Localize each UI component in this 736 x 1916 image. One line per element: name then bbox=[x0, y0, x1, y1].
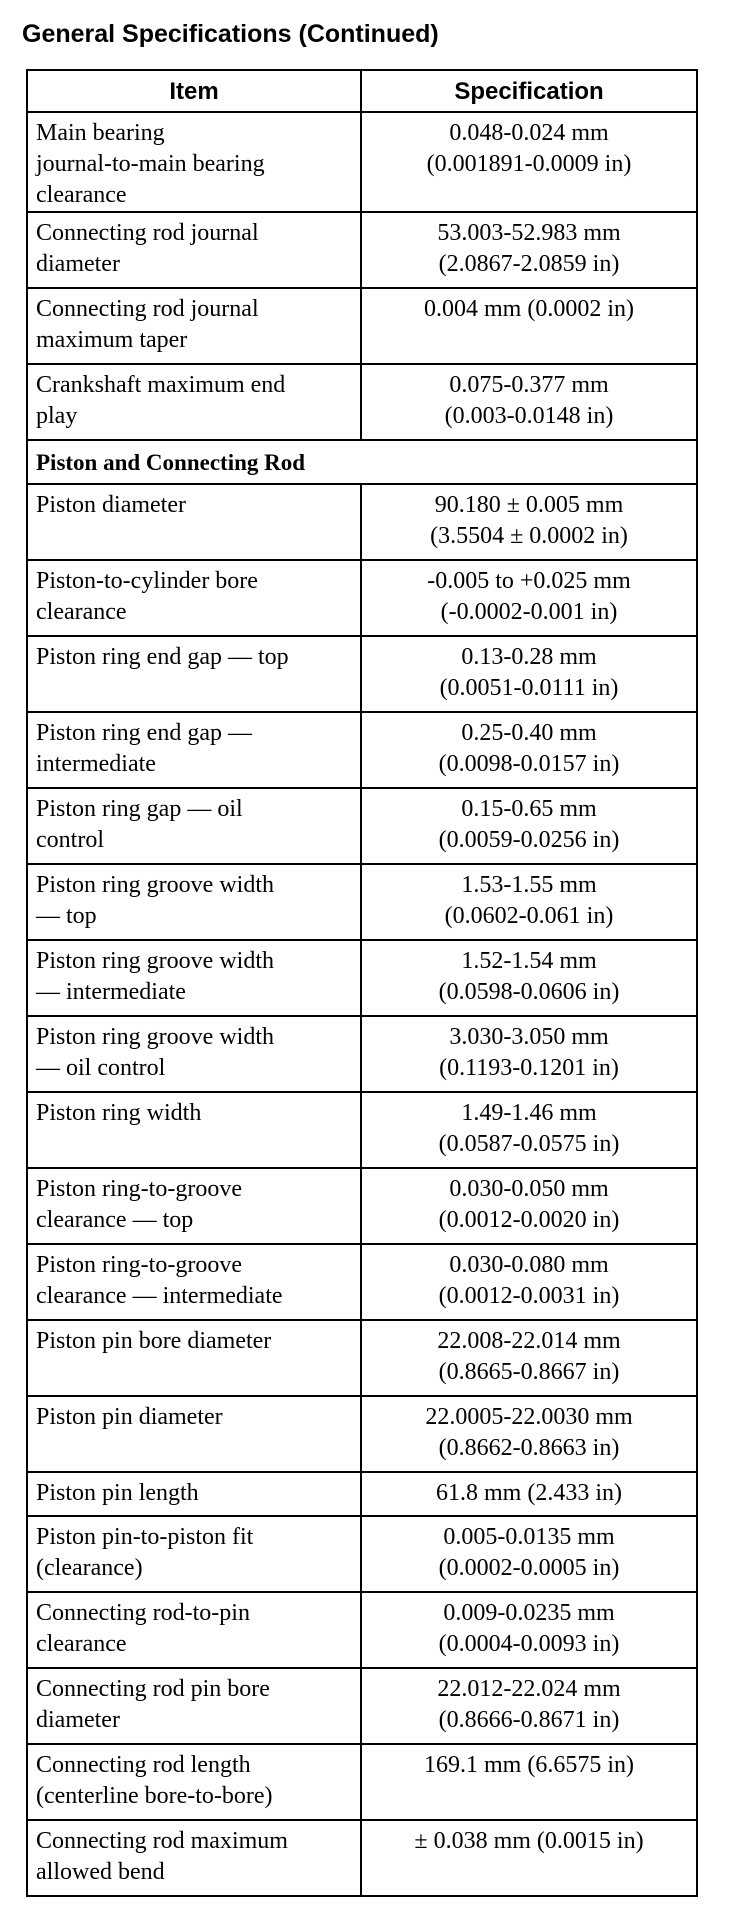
item-text-line: Crankshaft maximum end bbox=[36, 372, 286, 398]
specification-text-line: 53.003-52.983 mm bbox=[437, 220, 621, 246]
specification-text-line: 0.13-0.28 mm bbox=[461, 644, 597, 670]
table-row bbox=[27, 112, 697, 212]
specification-text-line: (0.0002-0.0005 in) bbox=[438, 1555, 620, 1581]
specification-cell bbox=[361, 1092, 697, 1168]
item-cell bbox=[27, 1820, 361, 1896]
table-row bbox=[27, 1472, 697, 1516]
item-text-line: (centerline bore-to-bore) bbox=[36, 1783, 273, 1809]
item-text-line: Piston ring-to-groove bbox=[36, 1176, 242, 1202]
specification-text-line: 0.009-0.0235 mm bbox=[443, 1600, 615, 1626]
table-row bbox=[27, 1820, 697, 1896]
specification-text-line: 0.004 mm (0.0002 in) bbox=[424, 296, 634, 322]
specification-text-line: (0.003-0.0148 in) bbox=[444, 403, 614, 429]
item-text-line: clearance bbox=[36, 1631, 127, 1657]
table-row bbox=[27, 940, 697, 1016]
item-text-line: diameter bbox=[36, 1707, 120, 1733]
item-cell bbox=[27, 1472, 361, 1516]
item-text-line: Connecting rod-to-pin bbox=[36, 1600, 250, 1626]
item-text-line: allowed bend bbox=[36, 1859, 165, 1885]
table-row bbox=[27, 1516, 697, 1592]
specification-text-line: (2.0867-2.0859 in) bbox=[438, 251, 620, 277]
item-cell bbox=[27, 864, 361, 940]
item-cell bbox=[27, 1516, 361, 1592]
specification-cell bbox=[361, 212, 697, 288]
item-cell bbox=[27, 560, 361, 636]
specification-text-line: ± 0.038 mm (0.0015 in) bbox=[414, 1828, 644, 1854]
specification-cell bbox=[361, 484, 697, 560]
item-text-line: Main bearing bbox=[36, 120, 165, 146]
item-cell bbox=[27, 1396, 361, 1472]
item-cell bbox=[27, 1668, 361, 1744]
specification-text-line: (0.8665-0.8667 in) bbox=[438, 1359, 620, 1385]
item-cell bbox=[27, 1016, 361, 1092]
specification-text-line: (0.0051-0.0111 in) bbox=[439, 675, 619, 701]
section-title: Piston and Connecting Rod bbox=[27, 440, 697, 484]
specification-text-line: 22.012-22.024 mm bbox=[437, 1676, 621, 1702]
item-text-line: control bbox=[36, 827, 104, 853]
specification-text-line: 22.008-22.014 mm bbox=[437, 1328, 621, 1354]
item-text-line: Connecting rod length bbox=[36, 1752, 251, 1778]
specification-cell bbox=[361, 1516, 697, 1592]
specification-text-line: (3.5504 ± 0.0002 in) bbox=[430, 523, 628, 549]
specification-cell bbox=[361, 1472, 697, 1516]
item-cell bbox=[27, 1244, 361, 1320]
specification-cell bbox=[361, 940, 697, 1016]
specification-text-line: 0.075-0.377 mm bbox=[449, 372, 609, 398]
item-cell bbox=[27, 788, 361, 864]
item-text-line: Piston ring-to-groove bbox=[36, 1252, 242, 1278]
section-header-row bbox=[27, 440, 697, 484]
specification-cell bbox=[361, 288, 697, 364]
specification-text-line: 22.0005-22.0030 mm bbox=[425, 1404, 633, 1430]
item-text-line: clearance bbox=[36, 182, 127, 208]
specification-text-line: (0.8662-0.8663 in) bbox=[438, 1435, 620, 1461]
item-cell bbox=[27, 636, 361, 712]
specification-text-line: 0.15-0.65 mm bbox=[461, 796, 597, 822]
column-header-specification: Specification bbox=[361, 70, 697, 112]
specifications-table bbox=[26, 69, 698, 1897]
table-row bbox=[27, 364, 697, 440]
specification-text-line: (0.0602-0.061 in) bbox=[444, 903, 614, 929]
item-text-line: Piston ring groove width bbox=[36, 1024, 274, 1050]
specification-text-line: (0.0012-0.0031 in) bbox=[438, 1283, 620, 1309]
item-cell bbox=[27, 712, 361, 788]
item-cell bbox=[27, 364, 361, 440]
item-text-line: (clearance) bbox=[36, 1555, 143, 1581]
specification-text-line: 1.52-1.54 mm bbox=[461, 948, 597, 974]
item-text-line: Connecting rod pin bore bbox=[36, 1676, 270, 1702]
item-text-line: clearance — top bbox=[36, 1207, 194, 1233]
specification-cell bbox=[361, 1016, 697, 1092]
specification-text-line: 0.25-0.40 mm bbox=[461, 720, 597, 746]
table-row bbox=[27, 1320, 697, 1396]
item-text-line: diameter bbox=[36, 251, 120, 277]
table-row bbox=[27, 636, 697, 712]
specification-cell bbox=[361, 364, 697, 440]
item-cell bbox=[27, 1092, 361, 1168]
item-cell bbox=[27, 112, 361, 212]
specification-cell bbox=[361, 1744, 697, 1820]
table-row bbox=[27, 864, 697, 940]
table-row bbox=[27, 288, 697, 364]
column-header-item: Item bbox=[27, 70, 361, 112]
specification-cell bbox=[361, 864, 697, 940]
item-text-line: Piston ring width bbox=[36, 1100, 202, 1126]
specification-text-line: 90.180 ± 0.005 mm bbox=[434, 492, 624, 518]
table-row bbox=[27, 212, 697, 288]
specification-text-line: 61.8 mm (2.433 in) bbox=[436, 1480, 622, 1506]
item-text-line: Piston diameter bbox=[36, 492, 186, 518]
table-row bbox=[27, 712, 697, 788]
table-row bbox=[27, 1396, 697, 1472]
item-cell bbox=[27, 1744, 361, 1820]
item-text-line: Piston pin length bbox=[36, 1480, 199, 1506]
item-text-line: Piston pin bore diameter bbox=[36, 1328, 272, 1354]
item-cell bbox=[27, 1592, 361, 1668]
specification-text-line: 169.1 mm (6.6575 in) bbox=[424, 1752, 634, 1778]
item-text-line: Piston pin-to-piston fit bbox=[36, 1524, 254, 1550]
table-row bbox=[27, 484, 697, 560]
specification-cell bbox=[361, 112, 697, 212]
item-text-line: intermediate bbox=[36, 751, 156, 777]
item-cell bbox=[27, 940, 361, 1016]
item-text-line: maximum taper bbox=[36, 327, 188, 353]
specification-text-line: 3.030-3.050 mm bbox=[449, 1024, 609, 1050]
item-text-line: Piston ring groove width bbox=[36, 948, 274, 974]
item-text-line: — intermediate bbox=[36, 979, 186, 1005]
specification-cell bbox=[361, 560, 697, 636]
table-row bbox=[27, 1168, 697, 1244]
specification-cell bbox=[361, 1396, 697, 1472]
table-row bbox=[27, 1592, 697, 1668]
specification-cell bbox=[361, 1244, 697, 1320]
item-text-line: Piston ring groove width bbox=[36, 872, 274, 898]
item-text-line: clearance bbox=[36, 599, 127, 625]
item-text-line: Connecting rod maximum bbox=[36, 1828, 288, 1854]
item-text-line: Connecting rod journal bbox=[36, 296, 259, 322]
item-text-line: Connecting rod journal bbox=[36, 220, 259, 246]
item-cell bbox=[27, 212, 361, 288]
item-text-line: Piston-to-cylinder bore bbox=[36, 568, 258, 594]
table-header-row bbox=[27, 70, 697, 112]
table-row bbox=[27, 788, 697, 864]
specification-text-line: (0.0098-0.0157 in) bbox=[438, 751, 620, 777]
specification-text-line: (0.0004-0.0093 in) bbox=[438, 1631, 620, 1657]
item-text-line: — oil control bbox=[36, 1055, 166, 1081]
item-cell bbox=[27, 1168, 361, 1244]
item-text-line: Piston ring gap — oil bbox=[36, 796, 243, 822]
specification-text-line: 0.030-0.080 mm bbox=[449, 1252, 609, 1278]
table-row bbox=[27, 1092, 697, 1168]
item-text-line: journal-to-main bearing bbox=[36, 151, 265, 177]
specification-cell bbox=[361, 1820, 697, 1896]
specification-cell bbox=[361, 788, 697, 864]
item-text-line: Piston pin diameter bbox=[36, 1404, 223, 1430]
item-text-line: play bbox=[36, 403, 78, 429]
specification-cell bbox=[361, 712, 697, 788]
table-row bbox=[27, 560, 697, 636]
specification-cell bbox=[361, 1668, 697, 1744]
table-body bbox=[27, 112, 697, 1896]
specification-cell bbox=[361, 636, 697, 712]
item-text-line: Piston ring end gap — bbox=[36, 720, 252, 746]
specification-text-line: (-0.0002-0.001 in) bbox=[440, 599, 618, 625]
specification-text-line: (0.0012-0.0020 in) bbox=[438, 1207, 620, 1233]
specification-text-line: 0.048-0.024 mm bbox=[449, 120, 609, 146]
specification-cell bbox=[361, 1168, 697, 1244]
specification-text-line: 0.030-0.050 mm bbox=[449, 1176, 609, 1202]
item-text-line: clearance — intermediate bbox=[36, 1283, 283, 1309]
item-cell bbox=[27, 1320, 361, 1396]
specification-text-line: (0.0059-0.0256 in) bbox=[438, 827, 620, 853]
specification-text-line: -0.005 to +0.025 mm bbox=[427, 568, 631, 594]
specification-cell bbox=[361, 1320, 697, 1396]
table-row bbox=[27, 1016, 697, 1092]
item-text-line: — top bbox=[36, 903, 97, 929]
specification-text-line: (0.0598-0.0606 in) bbox=[438, 979, 620, 1005]
table-row bbox=[27, 1668, 697, 1744]
item-text-line: Piston ring end gap — top bbox=[36, 644, 289, 670]
page-title: General Specifications (Continued) bbox=[22, 20, 439, 48]
item-cell bbox=[27, 484, 361, 560]
specification-text-line: 0.005-0.0135 mm bbox=[443, 1524, 615, 1550]
specification-text-line: (0.0587-0.0575 in) bbox=[438, 1131, 620, 1157]
table-row bbox=[27, 1244, 697, 1320]
specification-text-line: 1.53-1.55 mm bbox=[461, 872, 597, 898]
table-row bbox=[27, 1744, 697, 1820]
specification-text-line: (0.001891-0.0009 in) bbox=[426, 151, 632, 177]
specification-cell bbox=[361, 1592, 697, 1668]
specification-text-line: (0.1193-0.1201 in) bbox=[439, 1055, 619, 1081]
specification-text-line: 1.49-1.46 mm bbox=[461, 1100, 597, 1126]
item-cell bbox=[27, 288, 361, 364]
specification-text-line: (0.8666-0.8671 in) bbox=[438, 1707, 620, 1733]
